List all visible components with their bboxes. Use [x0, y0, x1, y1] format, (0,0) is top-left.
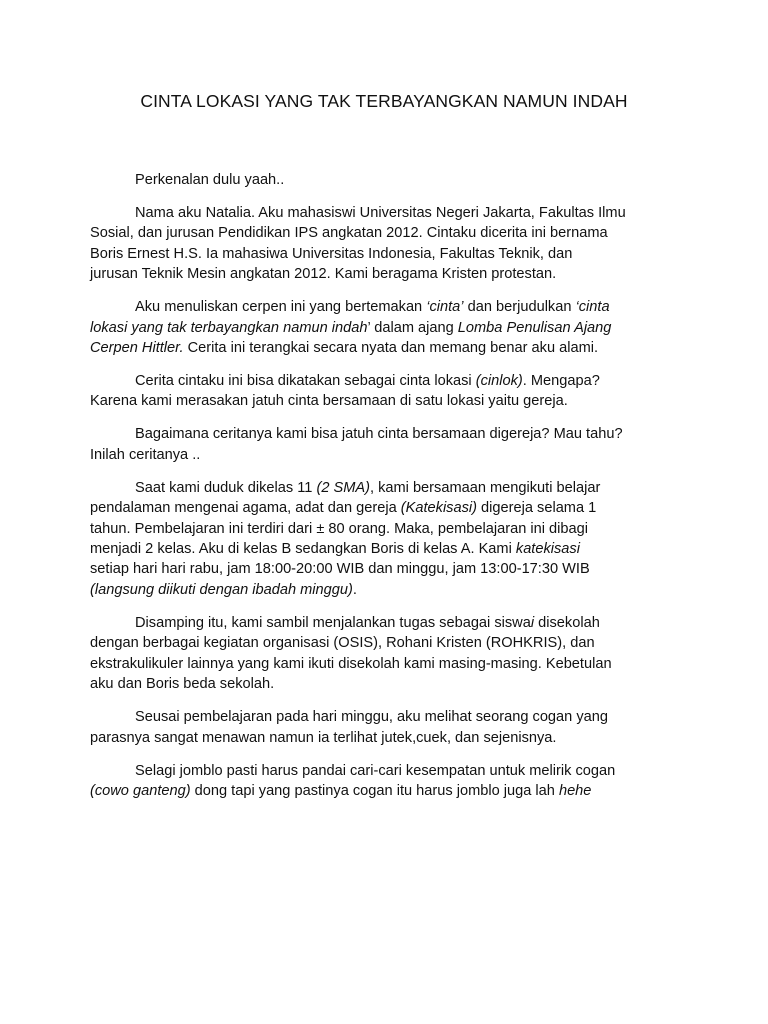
text-segment: Cerita cintaku ini bisa dikatakan sebagai cinta lokasi: [135, 373, 476, 390]
text-segment: setiap hari hari rabu, jam 18:00-20:00 WIB dan minggu, jam 13:00-17:30 WIB: [90, 561, 590, 578]
italic-text: (2 SMA): [316, 479, 370, 496]
text-segment: Inilah ceritanya ..: [90, 446, 201, 463]
paragraph-line: [90, 264, 700, 284]
paragraph-line: [90, 371, 700, 391]
text-segment: Nama aku Natalia. Aku mahasiswi Universitas Negeri Jakarta, Fakultas Ilmu: [135, 205, 626, 221]
italic-text: (cinlok): [475, 373, 523, 390]
paragraph: [90, 170, 700, 190]
text-segment: Saat kami duduk dikelas 11: [135, 479, 317, 496]
paragraph-line: [90, 478, 700, 498]
text-segment: dan berjudulkan: [463, 299, 576, 316]
italic-text: lokasi yang tak terbayangkan namun indah: [90, 319, 368, 336]
paragraph: [90, 613, 700, 695]
paragraph: [90, 297, 700, 358]
paragraph-line: [90, 654, 700, 674]
text-segment: Cerita ini terangkai secara nyata dan memang benar aku alami.: [183, 340, 599, 357]
paragraph-line: [90, 559, 700, 579]
text-segment: Karena kami merasakan jatuh cinta bersamaan di satu lokasi yaitu gereja.: [90, 393, 568, 410]
italic-text: i: [530, 614, 535, 631]
paragraph-line: [90, 318, 700, 338]
paragraph: [90, 371, 700, 412]
paragraph-line: [90, 445, 700, 465]
text-segment: digereja selama 1: [477, 500, 597, 517]
document-body: [90, 170, 700, 814]
paragraph-line: [90, 424, 700, 444]
text-segment: , kami bersamaan mengikuti belajar: [369, 479, 601, 496]
text-segment: menjadi 2 kelas. Aku di kelas B sedangkan Boris di kelas A. Kami: [90, 541, 516, 558]
italic-text: ‘cinta’: [426, 299, 464, 316]
paragraph: [90, 707, 700, 748]
paragraph-line: [90, 391, 700, 411]
text-segment: Selagi jomblo pasti harus pandai cari-cari kesempatan untuk melirik cogan: [135, 762, 616, 779]
paragraph-line: [90, 633, 700, 653]
italic-text: (Katekisasi): [400, 500, 477, 517]
paragraph-line: [90, 674, 700, 694]
paragraph-line: [90, 539, 700, 559]
paragraph: [90, 761, 700, 802]
italic-text: (cowo ganteng): [90, 782, 191, 799]
paragraph-line: [90, 781, 700, 801]
paragraph-line: [90, 707, 700, 727]
text-segment: Bagaimana ceritanya kami bisa jatuh cinta bersamaan digereja? Mau tahu?: [135, 426, 623, 443]
paragraph: [90, 203, 700, 285]
text-segment: aku dan Boris beda sekolah.: [90, 676, 275, 693]
text-segment: .: [352, 581, 357, 598]
text-segment: ekstrakulikuler lainnya yang kami ikuti disekolah kami masing-masing. Kebetulan: [90, 655, 612, 672]
italic-text: hehe: [558, 782, 592, 799]
text-segment: tahun. Pembelajaran ini terdiri dari ± 80 orang. Maka, pembelajaran ini dibagi: [90, 520, 588, 537]
paragraph-line: [90, 498, 700, 518]
paragraph-line: [90, 613, 700, 633]
text-segment: Disamping itu, kami sambil menjalankan tugas sebagai siswa: [135, 614, 531, 631]
text-segment: dong tapi yang pastinya cogan itu harus jomblo juga lah: [190, 782, 559, 799]
text-segment: Sosial, dan jurusan Pendidikan IPS angkatan 2012. Cintaku dicerita ini bernama: [90, 225, 608, 242]
paragraph-line: [90, 728, 700, 748]
text-segment: disekolah: [534, 614, 600, 631]
italic-text: Lomba Penulisan Ajang: [457, 319, 612, 336]
text-segment: Seusai pembelajaran pada hari minggu, aku melihat seorang cogan yang: [135, 709, 608, 726]
text-segment: Boris Ernest H.S. Ia mahasiwa Universitas Indonesia, Fakultas Teknik, dan: [90, 245, 573, 262]
paragraph-line: [90, 519, 700, 539]
paragraph-line: [90, 170, 700, 190]
text-segment: . Mengapa?: [522, 373, 600, 390]
text-segment: Perkenalan dulu yaah..: [135, 172, 285, 188]
text-segment: jurusan Teknik Mesin angkatan 2012. Kami beragama Kristen protestan.: [90, 266, 557, 283]
paragraph-line: [90, 580, 700, 600]
paragraph-line: [90, 297, 700, 317]
text-segment: parasnya sangat menawan namun ia terlihat jutek,cuek, dan sejenisnya.: [90, 729, 557, 746]
paragraph: [90, 424, 700, 465]
italic-text: ‘cinta: [575, 299, 610, 316]
paragraph-line: [90, 203, 700, 223]
paragraph: [90, 478, 700, 600]
text-segment: Aku menuliskan cerpen ini yang bertemakan: [135, 299, 427, 316]
paragraph-line: [90, 338, 700, 358]
italic-text: katekisasi: [515, 541, 580, 558]
text-segment: dengan berbagai kegiatan organisasi (OSIS), Rohani Kristen (ROHKRIS), dan: [90, 635, 595, 652]
paragraph-line: [90, 244, 700, 264]
paragraph-line: [90, 761, 700, 781]
text-segment: pendalaman mengenai agama, adat dan gereja: [90, 500, 401, 517]
paragraph-line: [90, 223, 700, 243]
text-segment: ’ dalam ajang: [367, 319, 458, 336]
italic-text: (langsung diikuti dengan ibadah minggu): [90, 581, 353, 598]
document-title: CINTA LOKASI YANG TAK TERBAYANGKAN NAMUN INDAH: [140, 91, 628, 111]
italic-text: Cerpen Hittler.: [90, 340, 184, 357]
